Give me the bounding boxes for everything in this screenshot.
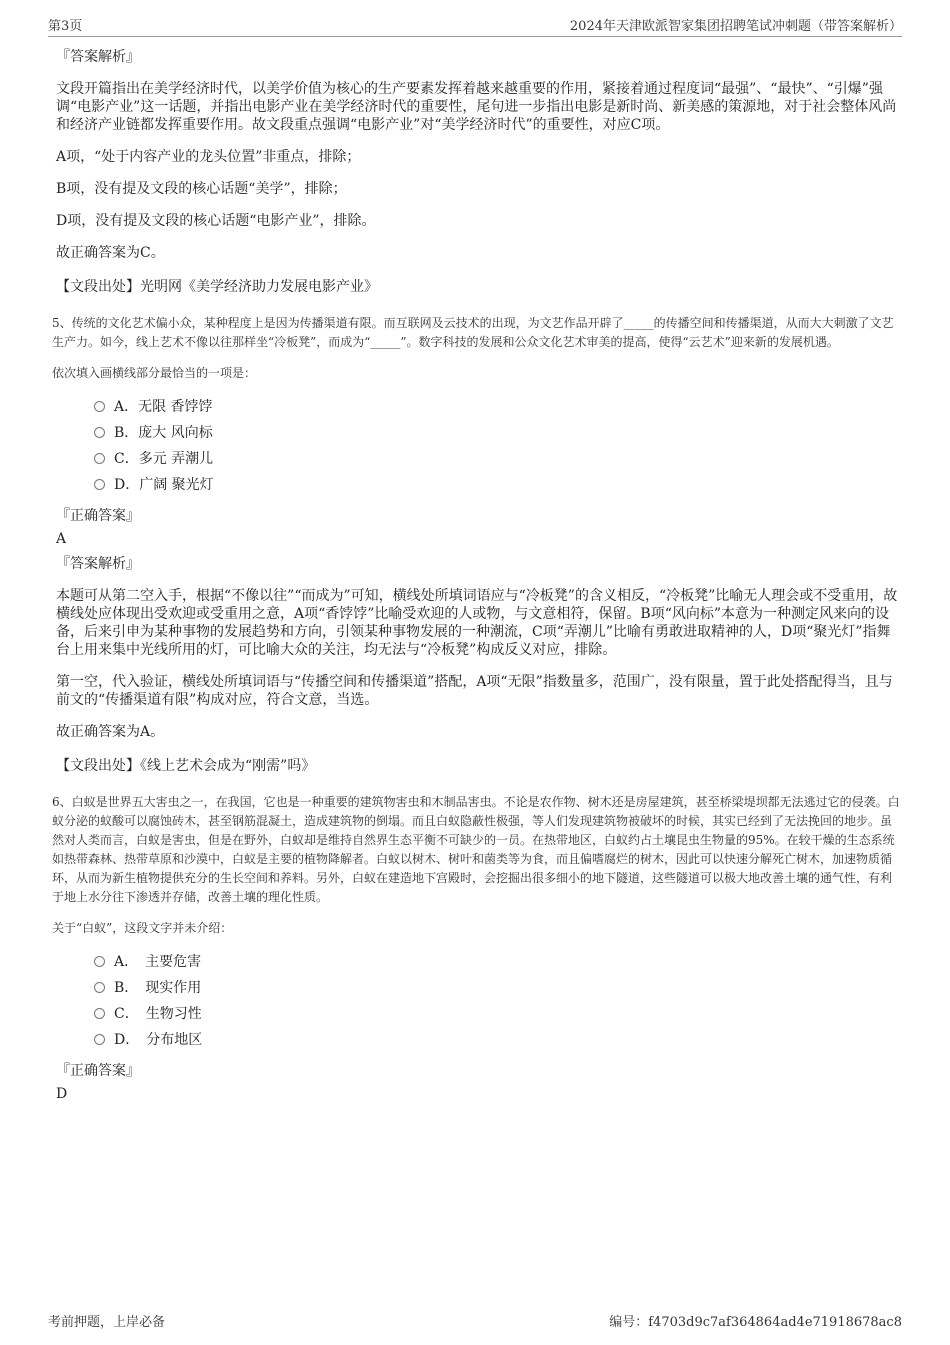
q4-analysis-para: 故正确答案为C。 [56, 245, 165, 261]
q6-option-d[interactable] [94, 1026, 902, 1052]
q5-answer-label: 『正确答案』 [56, 508, 140, 524]
radio-icon[interactable] [94, 453, 105, 464]
page-content [52, 46, 902, 1108]
q4-source: 【文段出处】光明网《美学经济助力发展电影产业》 [56, 279, 378, 295]
q5-question-text: 5、传统的文化艺术偏小众，某种程度上是因为传播渠道有限。而互联网及云技术的出现，为文艺作品开辟了_____的传播空间和传播渠道，从而大大刺激了文艺生产力。如今，线上艺术不像以往那样坐“冷板凳”，而成为“_____”。数字科技的发展和公众文化艺术审美的提高，使得“云艺术”迎来新的发展机遇。 [52, 316, 894, 349]
q5-options [94, 393, 902, 497]
q6-prompt: 关于“白蚁”，这段文字并未介绍： [52, 921, 233, 935]
q5-option-d[interactable] [94, 471, 902, 497]
q6-option-c[interactable] [94, 1000, 902, 1026]
q6-options [94, 948, 902, 1052]
q4-analysis-para: D项，没有提及文段的核心话题“电影产业”，排除。 [56, 213, 376, 229]
q5-source: 【文段出处】《线上艺术会成为“刚需”吗》 [56, 758, 316, 774]
option-label: C．多元 弄潮儿 [114, 451, 214, 467]
q5-option-a[interactable] [94, 393, 902, 419]
q6-option-a[interactable] [94, 948, 902, 974]
q5-analysis-label: 『答案解析』 [56, 556, 140, 572]
page-footer [48, 1311, 902, 1330]
q4-analysis-para: 文段开篇指出在美学经济时代，以美学价值为核心的生产要素发挥着越来越重要的作用，紧接着通过程度词“最强”、“最快”、“引爆”强调“电影产业”这一话题，并指出电影产业在美学经济时代的重要性，尾句进一步指出电影是新时尚、新美感的策源地，对于社会整体风尚和经济产业链都发挥重要作用。故文段重点强调“电影产业”对“美学经济时代”的重要性，对应C项。 [56, 81, 897, 133]
q5-prompt: 依次填入画横线部分最恰当的一项是： [52, 366, 257, 380]
page-header [48, 12, 902, 37]
page-number: 第3页 [48, 19, 83, 34]
document-id: 编号：f4703d9c7af364864ad4e71918678ac8 [609, 1315, 902, 1330]
radio-icon[interactable] [94, 479, 105, 490]
q5-option-b[interactable] [94, 419, 902, 445]
q6-answer-label: 『正确答案』 [56, 1063, 140, 1079]
q5-answer: A [56, 531, 67, 547]
radio-icon[interactable] [94, 982, 105, 993]
footer-slogan: 考前押题，上岸必备 [48, 1315, 166, 1330]
option-label: B．庞大 风向标 [114, 425, 213, 441]
radio-icon[interactable] [94, 1034, 105, 1045]
q6-answer: D [56, 1086, 68, 1102]
q4-analysis-para: A项，“处于内容产业的龙头位置”非重点，排除； [56, 149, 361, 165]
radio-icon[interactable] [94, 401, 105, 412]
option-label: D． 分布地区 [114, 1032, 203, 1048]
radio-icon[interactable] [94, 1008, 105, 1019]
q4-analysis-label: 『答案解析』 [56, 49, 140, 65]
option-label: A． 主要危害 [114, 954, 202, 970]
q6-option-b[interactable] [94, 974, 902, 1000]
q6-question-text: 6、白蚁是世界五大害虫之一，在我国，它也是一种重要的建筑物害虫和木制品害虫。不论是农作物、树木还是房屋建筑，甚至桥梁堤坝都无法逃过它的侵袭。白蚁分泌的蚁酸可以腐蚀砖木，甚至钢筋混凝土，造成建筑物的倒塌。而且白蚁隐蔽性极强，等人们发现建筑物被破坏的时候，其实已经到了无法挽回的地步。虽然对人类而言，白蚁是害虫，但是在野外，白蚁却是维持自然界生态平衡不可缺少的一员。在热带地区，白蚁约占土壤昆虫生物量的95%。在较干燥的生态系统如热带森林、热带草原和沙漠中，白蚁是主要的植物降解者。白蚁以树木、树叶和菌类等为食，而且偏嗜腐烂的树木，因此可以快速分解死亡树木，加速物质循环，从而为新生植物提供充分的生长空间和养料。另外，白蚁在建造地下宫殿时，会挖掘出很多细小的地下隧道，这些隧道可以极大地改善土壤的通气性，有利于地上水分往下渗透并存储，改善土壤的理化性质。 [52, 795, 900, 904]
option-label: D．广阔 聚光灯 [114, 477, 214, 493]
radio-icon[interactable] [94, 956, 105, 967]
q5-analysis-para: 本题可从第二空入手，根据“不像以往”“而成为”可知，横线处所填词语应与“冷板凳”的含义相反，“冷板凳”比喻无人理会或不受重用，故横线处应体现出受欢迎或受重用之意，A项“香饽饽”比喻受欢迎的人或物，与文意相符，保留。B项“风向标”本意为一种测定风来向的设备，后来引申为某种事物的发展趋势和方向，引领某种事物发展的一种潮流，C项“弄潮儿”比喻有勇敢进取精神的人，D项“聚光灯”指舞台上用来集中光线所用的灯，可比喻大众的关注，均无法与“冷板凳”构成反义对应，排除。 [56, 588, 898, 658]
radio-icon[interactable] [94, 427, 105, 438]
q5-analysis-para: 故正确答案为A。 [56, 724, 165, 740]
q5-analysis-para: 第一空，代入验证，横线处所填词语与“传播空间和传播渠道”搭配，A项“无限”指数量多，范围广，没有限量，置于此处搭配得当，且与前文的“传播渠道有限”构成对应，符合文意，当选。 [56, 674, 893, 708]
option-label: C． 生物习性 [114, 1006, 202, 1022]
option-label: B． 现实作用 [114, 980, 202, 996]
q4-analysis-para: B项，没有提及文段的核心话题“美学”，排除； [56, 181, 347, 197]
option-label: A．无限 香饽饽 [114, 399, 213, 415]
q5-option-c[interactable] [94, 445, 902, 471]
document-title: 2024年天津欧派智家集团招聘笔试冲刺题（带答案解析） [569, 19, 902, 34]
